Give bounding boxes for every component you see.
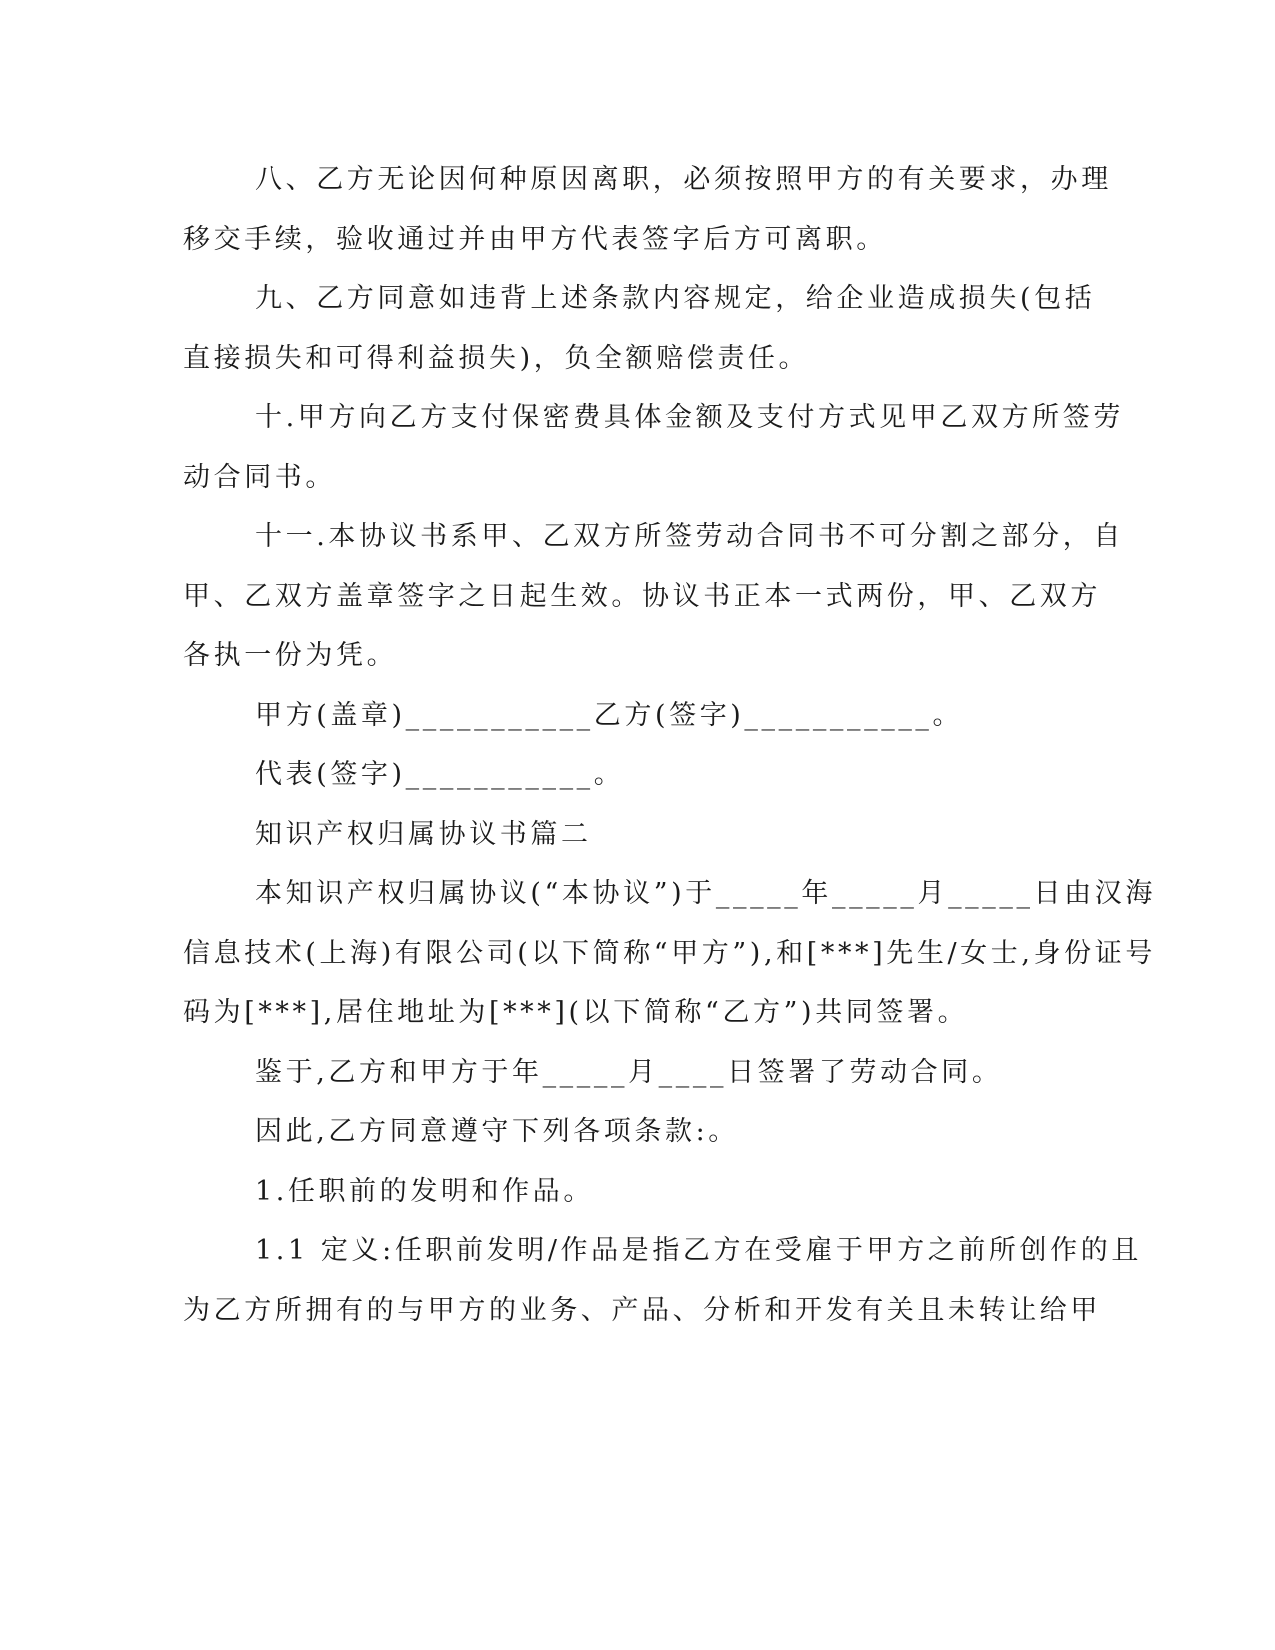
signature-party-line: 甲方(盖章)___________乙方(签字)___________。 xyxy=(255,699,964,731)
therefore-line: 因此,乙方同意遵守下列各项条款:。 xyxy=(255,1116,739,1147)
whereas-line: 鉴于,乙方和甲方于年_____月____日签署了劳动合同。 xyxy=(255,1056,1003,1088)
preamble-line-1: 本知识产权归属协议(“本协议”)于_____年_____月_____日由汉海 xyxy=(255,878,1156,909)
clause-11-line-2: 甲、乙双方盖章签字之日起生效。协议书正本一式两份，甲、乙双方 xyxy=(183,580,1101,612)
clause-11-line-3: 各执一份为凭。 xyxy=(183,640,398,671)
clause-10-line-2: 动合同书。 xyxy=(183,461,336,493)
section-1-heading: 1.任职前的发明和作品。 xyxy=(255,1175,594,1207)
clause-10-line-1: 十.甲方向乙方支付保密费具体金额及支付方式见甲乙双方所签劳 xyxy=(255,402,1124,433)
clause-8-line-1: 八、乙方无论因何种原因离职，必须按照甲方的有关要求，办理 xyxy=(255,164,1112,195)
clause-9-line-2: 直接损失和可得利益损失)，负全额赔偿责任。 xyxy=(183,342,810,374)
preamble-line-2: 信息技术(上海)有限公司(以下简称“甲方”),和[***]先生/女士,身份证号 xyxy=(183,937,1156,969)
clause-9-line-1: 九、乙方同意如违背上述条款内容规定，给企业造成损失(包括 xyxy=(255,283,1096,314)
clause-11-line-1: 十一.本协议书系甲、乙双方所签劳动合同书不可分割之部分，自 xyxy=(255,521,1124,552)
signature-representative-line: 代表(签字)___________。 xyxy=(255,759,625,790)
document-body xyxy=(183,150,1156,1340)
section-1-1-line-1: 1.1 定义:任职前发明/作品是指乙方在受雇于甲方之前所创作的且 xyxy=(255,1235,1142,1266)
clause-8-line-2: 移交手续，验收通过并由甲方代表签字后方可离职。 xyxy=(183,223,887,255)
section-1-1-line-2: 为乙方所拥有的与甲方的业务、产品、分析和开发有关且未转让给甲 xyxy=(183,1294,1101,1326)
section-heading: 知识产权归属协议书篇二 xyxy=(255,818,592,850)
preamble-line-3: 码为[***],居住地址为[***](以下简称“乙方”)共同签署。 xyxy=(183,997,969,1028)
